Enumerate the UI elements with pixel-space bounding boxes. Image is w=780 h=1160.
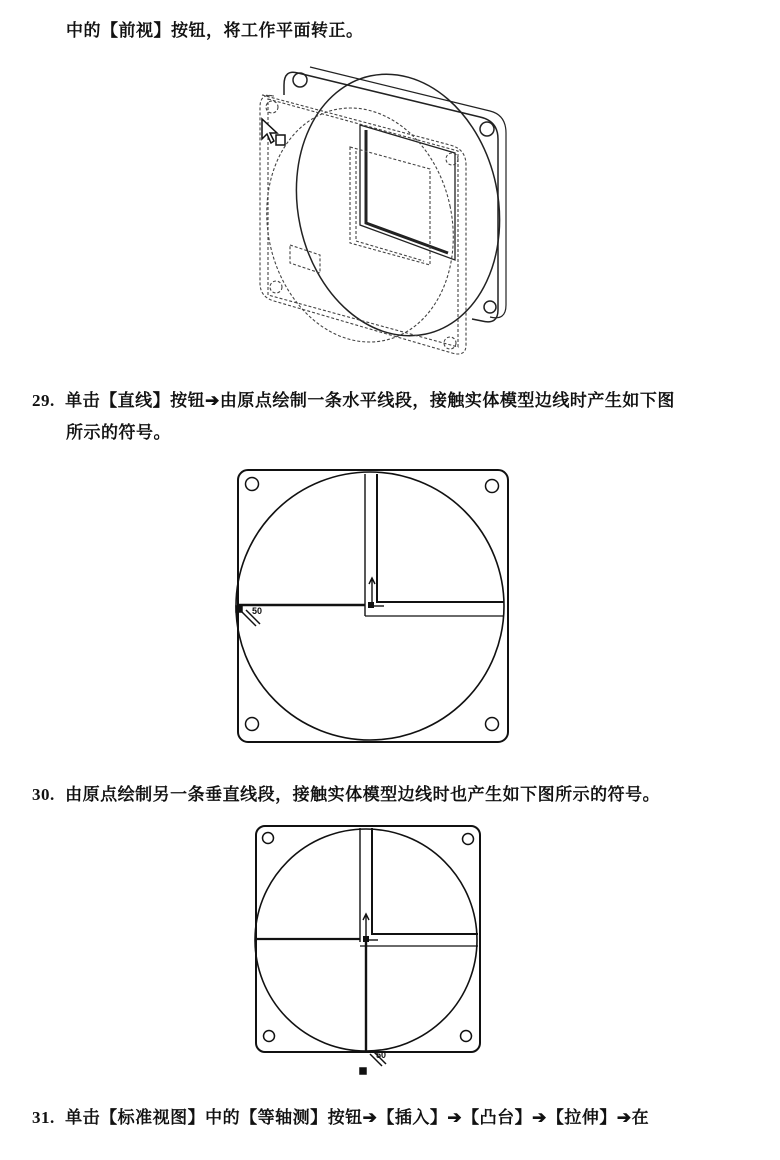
step-31-line — [32, 1103, 649, 1128]
figure-isometric-model — [240, 55, 530, 365]
figure-front-view-horizontal — [234, 466, 514, 746]
step-30-line — [32, 780, 660, 805]
text-line-top: 中的【前视】按钮，将工作平面转正。 — [66, 21, 364, 41]
step-29-line-2: 所示的符号。 — [66, 423, 171, 443]
step-31-number: 31. — [32, 1108, 55, 1127]
step-29-text-1: 单击【直线】按钮➔由原点绘制一条水平线段，接触实体模型边线时产生如下图 — [65, 391, 675, 411]
figure-2-label: 50 — [252, 606, 263, 616]
figure-3-label: 50 — [376, 1050, 387, 1060]
step-29-line-1 — [32, 386, 675, 411]
figure-front-view-vertical — [252, 822, 484, 1078]
step-30-text: 由原点绘制另一条垂直线段，接触实体模型边线时也产生如下图所示的符号。 — [65, 785, 661, 805]
step-30-number: 30. — [32, 785, 55, 804]
step-31-text: 单击【标准视图】中的【等轴测】按钮➔【插入】➔【凸台】➔【拉伸】➔在 — [65, 1108, 650, 1128]
step-29-number: 29. — [32, 391, 55, 410]
